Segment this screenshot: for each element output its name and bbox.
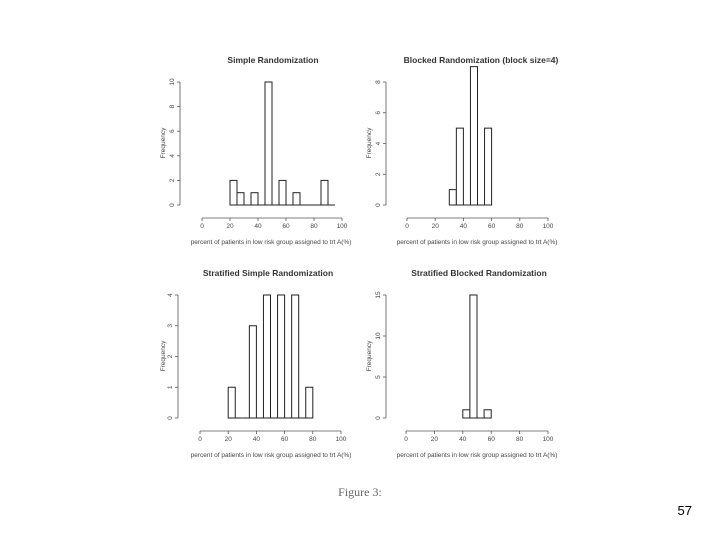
y-axis-label: Frequency [160, 127, 167, 159]
y-tick-label: 15 [375, 291, 382, 299]
x-tick-label: 60 [487, 436, 495, 443]
x-tick-label: 80 [516, 223, 524, 230]
y-tick-label: 2 [167, 354, 174, 359]
y-tick-label: 6 [169, 129, 176, 134]
x-tick-label: 40 [459, 436, 467, 443]
panel-title: Simple Randomization [227, 55, 319, 65]
histogram-bar [230, 180, 237, 205]
histogram-bar [237, 193, 244, 205]
histogram-bar [306, 387, 313, 418]
x-tick-label: 20 [431, 223, 439, 230]
y-axis-label: Frequency [160, 340, 167, 372]
histogram-bar [228, 387, 235, 418]
histogram-bar [449, 190, 456, 205]
y-tick-label: 2 [375, 172, 382, 177]
x-tick-label: 20 [430, 436, 439, 443]
x-tick-label: 0 [200, 223, 204, 230]
y-tick-label: 10 [375, 332, 382, 340]
y-tick-label: 3 [167, 323, 174, 328]
panel-title: Stratified Blocked Randomization [411, 268, 547, 278]
panel-title: Blocked Randomization (block size=4) [403, 55, 559, 65]
x-tick-label: 40 [459, 223, 468, 230]
y-tick-label: 1 [167, 385, 174, 390]
y-tick-label: 10 [169, 78, 176, 86]
histogram-bar [251, 193, 258, 205]
y-tick-label: 0 [169, 203, 176, 207]
y-tick-label: 0 [167, 416, 174, 420]
panel-stratified-blocked-randomization [366, 268, 557, 459]
histogram-bar [292, 295, 299, 418]
x-tick-label: 100 [335, 436, 347, 443]
histogram-bar [456, 128, 463, 205]
figure-caption: Figure 3: [338, 485, 382, 499]
y-tick-label: 0 [375, 416, 382, 420]
y-tick-label: 2 [169, 178, 176, 183]
x-axis-label: percent of patients in low risk group assigned to trt A(%) [396, 452, 558, 459]
y-tick-label: 4 [167, 293, 174, 297]
y-tick-label: 6 [375, 110, 382, 115]
histogram-bar [484, 410, 491, 418]
y-tick-label: 5 [375, 375, 382, 379]
x-axis-label: percent of patients in low risk group assigned to trt A(%) [190, 239, 352, 246]
histogram-bar [321, 180, 328, 205]
x-tick-label: 20 [224, 436, 232, 443]
histogram-bar [463, 410, 470, 418]
histogram-bar [279, 180, 286, 205]
panel-blocked-randomization [366, 55, 559, 246]
x-tick-label: 100 [542, 436, 554, 443]
panel-stratified-simple-randomization [160, 268, 351, 459]
y-tick-label: 0 [375, 203, 382, 207]
x-tick-label: 60 [280, 436, 289, 443]
histogram-bar [249, 326, 256, 418]
y-tick-label: 4 [169, 153, 176, 158]
y-axis-label: Frequency [366, 340, 373, 372]
x-tick-label: 40 [254, 223, 262, 230]
histogram-bar [263, 295, 270, 418]
x-tick-label: 60 [487, 223, 496, 230]
x-tick-label: 100 [336, 223, 348, 230]
x-tick-label: 100 [542, 223, 554, 230]
x-tick-label: 0 [405, 223, 409, 230]
y-axis-label: Frequency [366, 127, 373, 159]
x-tick-label: 80 [310, 223, 318, 230]
histogram-bar [470, 67, 477, 205]
x-tick-label: 60 [282, 223, 290, 230]
histogram-bar [470, 295, 477, 418]
x-tick-label: 0 [198, 436, 202, 443]
x-tick-label: 20 [226, 223, 234, 230]
y-tick-label: 8 [169, 104, 176, 109]
panel-title: Stratified Simple Randomization [202, 268, 334, 278]
x-tick-label: 80 [309, 436, 317, 443]
histogram-bar [278, 295, 285, 418]
y-tick-label: 4 [375, 141, 382, 146]
histogram-bar [293, 193, 300, 205]
x-tick-label: 0 [404, 436, 408, 443]
page-number: 57 [677, 503, 692, 518]
panel-simple-randomization [160, 55, 351, 246]
histogram-bar [265, 82, 272, 205]
x-axis-label: percent of patients in low risk group assigned to trt A(%) [396, 239, 558, 246]
y-tick-label: 8 [375, 80, 382, 84]
x-tick-label: 40 [252, 436, 261, 443]
x-tick-label: 80 [515, 436, 524, 443]
histogram-bar [485, 128, 492, 205]
x-axis-label: percent of patients in low risk group assigned to trt A(%) [190, 452, 352, 459]
